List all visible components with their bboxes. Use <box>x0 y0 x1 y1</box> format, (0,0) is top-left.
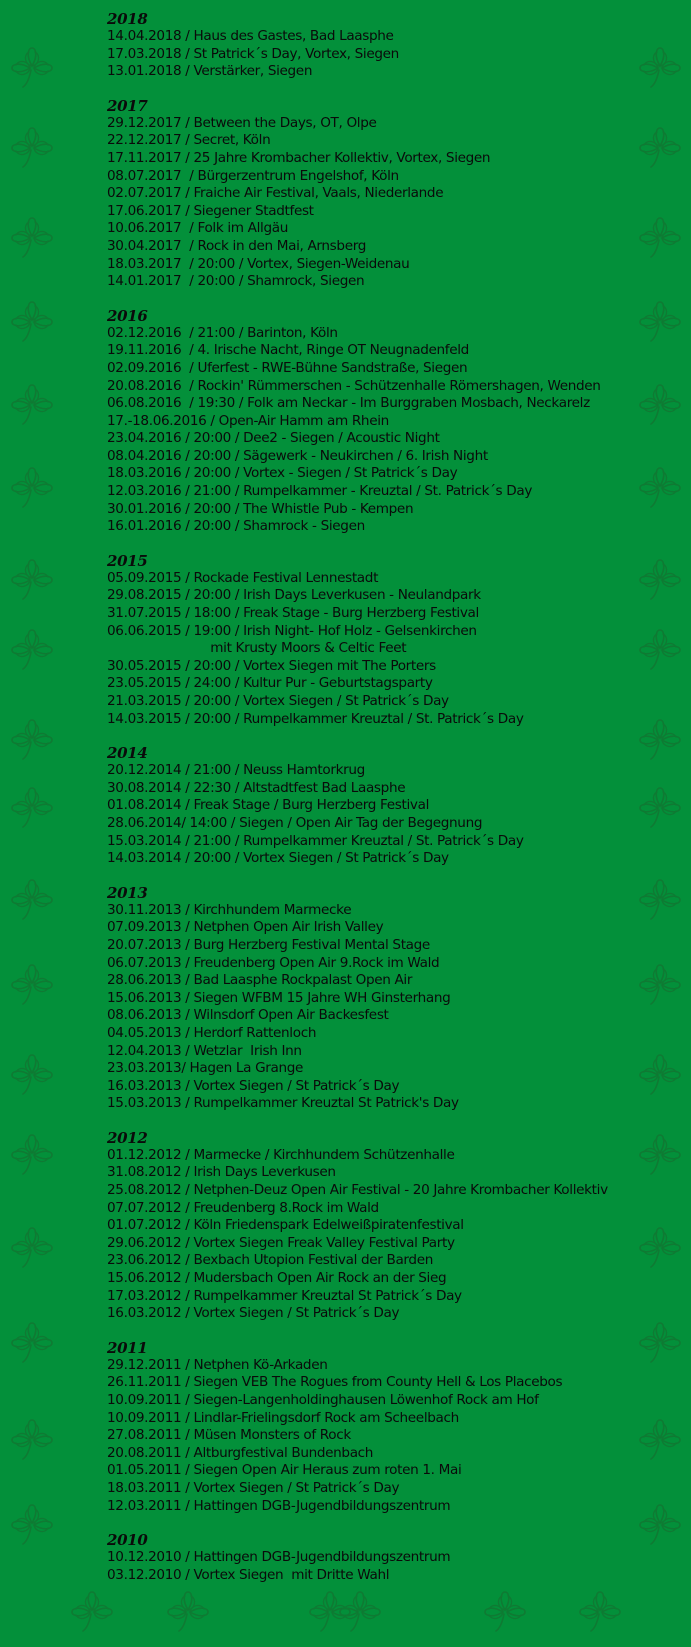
concert-entry: 15.06.2013 / Siegen WFBM 15 Jahre WH Ginsterhang <box>107 989 451 1006</box>
concert-entry: 14.03.2015 / 20:00 / Rumpelkammer Kreuztal / St. Patrick´s Day <box>107 710 524 727</box>
year-section <box>107 10 687 81</box>
concert-entry: 30.04.2017 / Rock in den Mai, Arnsberg <box>107 237 366 254</box>
year-section <box>107 744 687 868</box>
shamrock-icon <box>12 1420 52 1459</box>
concert-entry: 07.09.2013 / Netphen Open Air Irish Valley <box>107 919 384 936</box>
concert-history-list <box>107 10 687 1600</box>
year-section <box>107 552 687 728</box>
concert-entry: 23.04.2016 / 20:00 / Dee2 - Siegen / Acoustic Night <box>107 430 440 447</box>
concert-entry: 12.03.2016 / 21:00 / Rumpelkammer - Kreuztal / St. Patrick´s Day <box>107 483 533 500</box>
shamrock-icon <box>12 385 52 424</box>
shamrock-icon <box>12 630 52 669</box>
year-section <box>107 884 687 1113</box>
shamrock-icon <box>12 560 52 599</box>
shamrock-icon <box>12 880 52 919</box>
shamrock-icon <box>12 1055 52 1094</box>
concert-entry: 28.06.2013 / Bad Laasphe Rockpalast Open Air <box>107 972 413 989</box>
concert-entry: 29.06.2012 / Vortex Siegen Freak Valley Festival Party <box>107 1234 455 1251</box>
year-section <box>107 307 687 536</box>
concert-entry: 23.03.2013/ Hagen La Grange <box>107 1060 304 1077</box>
concert-entry: 06.08.2016 / 19:30 / Folk am Neckar - Im Burggraben Mosbach, Neckarelz <box>107 395 590 412</box>
concert-entry: 23.05.2015 / 24:00 / Kultur Pur - Geburtstagsparty <box>107 675 433 692</box>
concert-entry: 01.12.2012 / Marmecke / Kirchhundem Schützenhalle <box>107 1146 455 1163</box>
year-heading: 2015 <box>107 551 148 570</box>
concert-entry: 02.12.2016 / 21:00 / Barinton, Köln <box>107 324 338 341</box>
shamrock-icon <box>12 788 52 827</box>
year-section <box>107 1129 687 1323</box>
concert-entry: 17.-18.06.2016 / Open-Air Hamm am Rhein <box>107 412 389 429</box>
concert-entry: 08.06.2013 / Wilnsdorf Open Air Backesfest <box>107 1007 389 1024</box>
concert-entry: 18.03.2011 / Vortex Siegen / St Patrick´s Day <box>107 1479 400 1496</box>
concert-entry: 17.11.2017 / 25 Jahre Krombacher Kollektiv, Vortex, Siegen <box>107 149 491 166</box>
concert-entry: 29.12.2017 / Between the Days, OT, Olpe <box>107 114 377 131</box>
concert-entry: 28.06.2014/ 14:00 / Siegen / Open Air Tag der Begegnung <box>107 814 483 831</box>
concert-entry: 02.09.2016 / Uferfest - RWE-Bühne Sandstraße, Siegen <box>107 359 468 376</box>
concert-entry: 07.07.2012 / Freudenberg 8.Rock im Wald <box>107 1199 379 1216</box>
year-heading: 2010 <box>107 1531 148 1550</box>
concert-entry: 01.07.2012 / Köln Friedenspark Edelweißpiratenfestival <box>107 1217 464 1234</box>
concert-entry: 30.11.2013 / Kirchhundem Marmecke <box>107 901 352 918</box>
concert-entry: 01.05.2011 / Siegen Open Air Heraus zum roten 1. Mai <box>107 1462 462 1479</box>
concert-entry: 06.06.2015 / 19:00 / Irish Night- Hof Holz - Gelsenkirchen <box>107 622 477 639</box>
shamrock-icon <box>12 1323 52 1362</box>
year-heading: 2018 <box>107 10 148 28</box>
concert-entry: 06.07.2013 / Freudenberg Open Air 9.Rock im Wald <box>107 954 440 971</box>
concert-entry: 12.03.2011 / Hattingen DGB-Jugendbildungszentrum <box>107 1497 451 1514</box>
year-heading: 2011 <box>107 1338 148 1357</box>
concert-entry: 03.12.2010 / Vortex Siegen mit Dritte Wahl <box>107 1566 390 1583</box>
concert-entry: 31.08.2012 / Irish Days Leverkusen <box>107 1164 336 1181</box>
concert-entry: 16.03.2013 / Vortex Siegen / St Patrick´s Day <box>107 1077 400 1094</box>
year-heading: 2013 <box>107 883 148 902</box>
concert-entry: 13.01.2018 / Verstärker, Siegen <box>107 63 313 80</box>
concert-entry: 29.08.2015 / 20:00 / Irish Days Leverkusen - Neulandpark <box>107 587 481 604</box>
year-section <box>107 97 687 291</box>
concert-entry: 30.01.2016 / 20:00 / The Whistle Pub - Kempen <box>107 500 414 517</box>
concert-entry: 22.12.2017 / Secret, Köln <box>107 132 271 149</box>
concert-entry: mit Krusty Moors & Celtic Feet <box>107 640 407 657</box>
concert-entry: 23.06.2012 / Bexbach Utopion Festival der Barden <box>107 1252 433 1269</box>
year-heading: 2014 <box>107 744 148 763</box>
year-section <box>107 1531 687 1584</box>
shamrock-icon <box>12 1505 52 1544</box>
concert-entry: 26.11.2011 / Siegen VEB The Rogues from County Hell & Los Placebos <box>107 1374 563 1391</box>
shamrock-icon <box>12 128 52 167</box>
shamrock-icon <box>12 218 52 257</box>
concert-entry: 20.12.2014 / 21:00 / Neuss Hamtorkrug <box>107 762 365 779</box>
concert-entry: 16.01.2016 / 20:00 / Shamrock - Siegen <box>107 518 365 535</box>
concert-entry: 18.03.2016 / 20:00 / Vortex - Siegen / St Patrick´s Day <box>107 465 458 482</box>
concert-entry: 08.07.2017 / Bürgerzentrum Engelshof, Köln <box>107 167 399 184</box>
shamrock-icon <box>12 1228 52 1267</box>
concert-entry: 31.07.2015 / 18:00 / Freak Stage - Burg Herzberg Festival <box>107 605 479 622</box>
concert-entry: 15.06.2012 / Mudersbach Open Air Rock an der Sieg <box>107 1270 447 1287</box>
concert-entry: 25.08.2012 / Netphen-Deuz Open Air Festival - 20 Jahre Krombacher Kollektiv <box>107 1182 608 1199</box>
concert-entry: 17.03.2012 / Rumpelkammer Kreuztal St Patrick´s Day <box>107 1287 462 1304</box>
concert-entry: 10.09.2011 / Lindlar-Frielingsdorf Rock am Scheelbach <box>107 1409 459 1426</box>
shamrock-icon <box>12 965 52 1004</box>
concert-entry: 14.04.2018 / Haus des Gastes, Bad Laasphe <box>107 28 394 44</box>
concert-entry: 14.03.2014 / 20:00 / Vortex Siegen / St Patrick´s Day <box>107 850 449 867</box>
concert-entry: 15.03.2013 / Rumpelkammer Kreuztal St Patrick's Day <box>107 1095 459 1112</box>
concert-entry: 16.03.2012 / Vortex Siegen / St Patrick´s Day <box>107 1305 400 1322</box>
concert-entry: 27.08.2011 / Müsen Monsters of Rock <box>107 1427 351 1444</box>
concert-entry: 10.06.2017 / Folk im Allgäu <box>107 220 288 237</box>
shamrock-icon <box>12 720 52 759</box>
concert-entry: 21.03.2015 / 20:00 / Vortex Siegen / St Patrick´s Day <box>107 693 449 709</box>
year-heading: 2016 <box>107 306 148 325</box>
year-section <box>107 1339 687 1515</box>
concert-entry: 14.01.2017 / 20:00 / Shamrock, Siegen <box>107 273 365 290</box>
concert-entry: 20.07.2013 / Burg Herzberg Festival Mental Stage <box>107 936 430 953</box>
concert-entry: 18.03.2017 / 20:00 / Vortex, Siegen-Weidenau <box>107 255 410 272</box>
concert-entry: 10.09.2011 / Siegen-Langenholdinghausen Löwenhof Rock am Hof <box>107 1392 539 1408</box>
year-heading: 2017 <box>107 96 148 115</box>
shamrock-icon <box>12 1135 52 1174</box>
concert-entry: 17.03.2018 / St Patrick´s Day, Vortex, Siegen <box>107 45 399 62</box>
concert-entry: 10.12.2010 / Hattingen DGB-Jugendbildungszentrum <box>107 1549 451 1566</box>
concert-entry: 20.08.2016 / Rockin' Rümmerschen - Schützenhalle Römershagen, Wenden <box>107 377 601 394</box>
concert-entry: 30.08.2014 / 22:30 / Altstadtfest Bad Laasphe <box>107 779 406 796</box>
concert-entry: 15.03.2014 / 21:00 / Rumpelkammer Kreuztal / St. Patrick´s Day <box>107 832 524 849</box>
concert-entry: 12.04.2013 / Wetzlar Irish Inn <box>107 1042 302 1059</box>
shamrock-icons-left <box>12 48 52 1544</box>
concert-entry: 02.07.2017 / Fraiche Air Festival, Vaals, Niederlande <box>107 185 444 202</box>
concert-entry: 29.12.2011 / Netphen Kö-Arkaden <box>107 1356 328 1373</box>
shamrock-icon <box>12 302 52 341</box>
concert-entry: 08.04.2016 / 20:00 / Sägewerk - Neukirchen / 6. Irish Night <box>107 447 488 464</box>
concert-entry: 20.08.2011 / Altburgfestival Bundenbach <box>107 1444 374 1461</box>
shamrock-icon <box>12 468 52 507</box>
shamrock-icon <box>12 48 52 87</box>
concert-entry: 17.06.2017 / Siegener Stadtfest <box>107 202 314 219</box>
concert-entry: 04.05.2013 / Herdorf Rattenloch <box>107 1024 317 1041</box>
year-heading: 2012 <box>107 1128 148 1147</box>
concert-entry: 19.11.2016 / 4. Irische Nacht, Ringe OT Neugnadenfeld <box>107 342 469 359</box>
concert-entry: 30.05.2015 / 20:00 / Vortex Siegen mit The Porters <box>107 657 436 674</box>
concert-entry: 01.08.2014 / Freak Stage / Burg Herzberg Festival <box>107 797 430 814</box>
concert-entry: 05.09.2015 / Rockade Festival Lennestadt <box>107 569 379 586</box>
shamrock-icon <box>72 1592 112 1631</box>
